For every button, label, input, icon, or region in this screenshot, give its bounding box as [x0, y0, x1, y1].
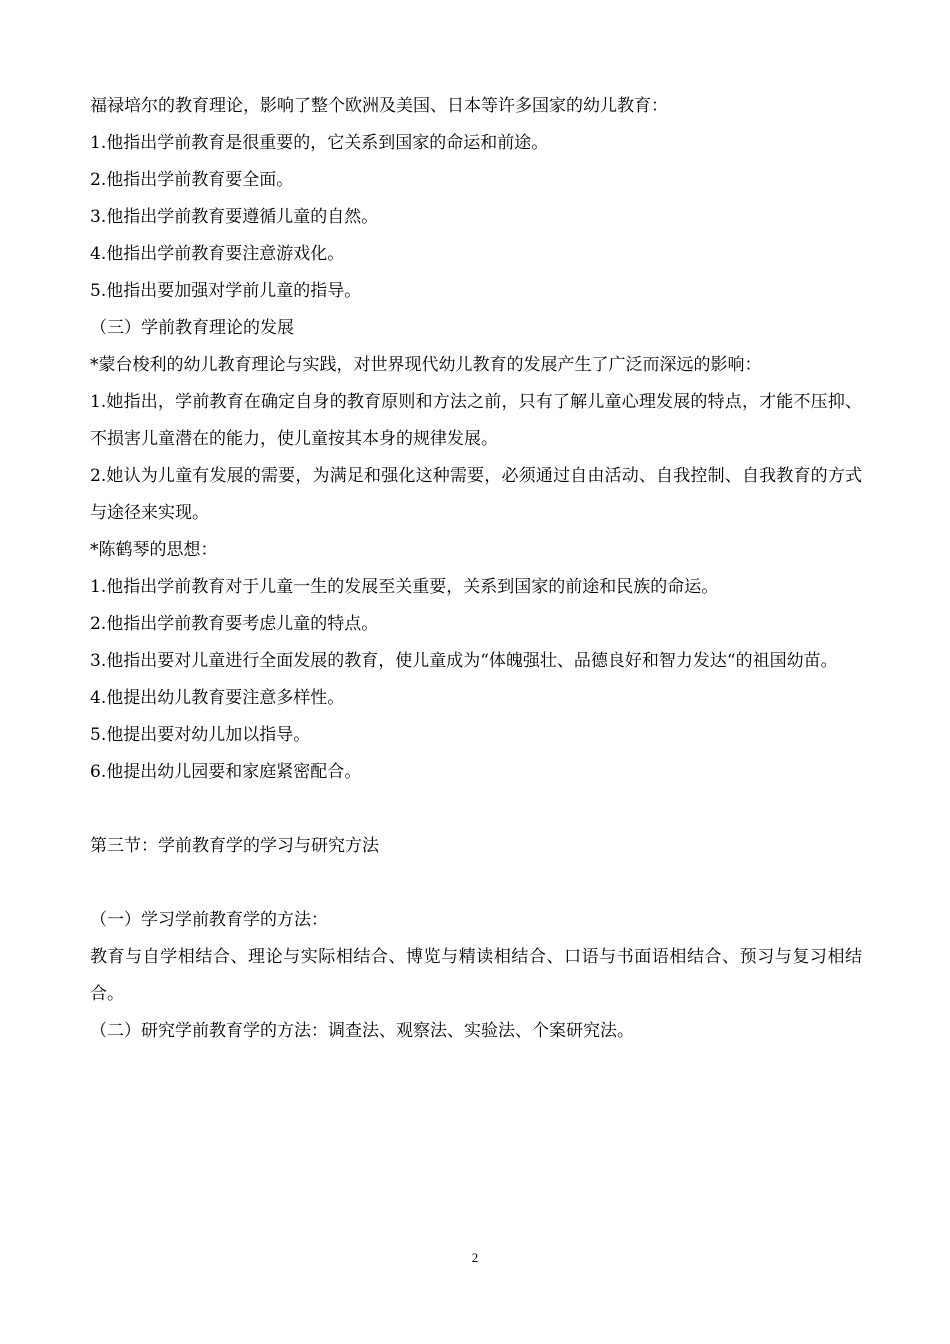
list-item-froebel-3: 3.他指出学前教育要遵循儿童的自然。: [90, 207, 379, 227]
list-item-chen-1: 1.他指出学前教育对于儿童一生的发展至关重要，关系到国家的前途和民族的命运。: [90, 577, 719, 597]
spacer: [90, 791, 862, 828]
page-number: 2: [471, 1250, 479, 1265]
document-page: [90, 88, 862, 1050]
paragraph-montessori-intro: *蒙台梭利的幼儿教育理论与实践，对世界现代幼儿教育的发展产生了广泛而深远的影响：: [90, 355, 762, 375]
list-item-froebel-5: 5.他指出要加强对学前儿童的指导。: [90, 281, 362, 301]
subheading-learning-methods: （一）学习学前教育学的方法：: [90, 910, 328, 930]
list-item-chen-4: 4.他提出幼儿教育要注意多样性。: [90, 688, 345, 708]
paragraph-learning-methods: 教育与自学相结合、理论与实际相结合、博览与精读相结合、口语与书面语相结合、预习与复习相结合。: [90, 947, 862, 1004]
list-item-froebel-2: 2.他指出学前教育要全面。: [90, 170, 294, 190]
list-item-chen-3: 3.他指出要对儿童进行全面发展的教育，使儿童成为“体魄强壮、品德良好和智力发达“的祖国幼苗。: [90, 651, 838, 671]
list-item-froebel-1: 1.他指出学前教育是很重要的，它关系到国家的命运和前途。: [90, 133, 549, 153]
list-item-chen-2: 2.他指出学前教育要考虑儿童的特点。: [90, 614, 379, 634]
paragraph-research-methods: （二）研究学前教育学的方法：调查法、观察法、实验法、个案研究法。: [90, 1021, 634, 1041]
list-item-chen-5: 5.他提出要对幼儿加以指导。: [90, 725, 311, 745]
subheading-theory-development: （三）学前教育理论的发展: [90, 318, 294, 338]
section-title: 第三节：学前教育学的学习与研究方法: [90, 836, 379, 856]
paragraph-froebel-intro: 福禄培尔的教育理论，影响了整个欧洲及美国、日本等许多国家的幼儿教育：: [90, 96, 668, 116]
list-item-montessori-1: 1.她指出，学前教育在确定自身的教育原则和方法之前，只有了解儿童心理发展的特点，才能不压抑、不损害儿童潜在的能力，使儿童按其本身的规律发展。: [90, 392, 862, 449]
spacer: [90, 865, 862, 902]
list-item-froebel-4: 4.他指出学前教育要注意游戏化。: [90, 244, 345, 264]
list-item-chen-6: 6.他提出幼儿园要和家庭紧密配合。: [90, 762, 362, 782]
list-item-montessori-2: 2.她认为儿童有发展的需要，为满足和强化这种需要，必须通过自由活动、自我控制、自我教育的方式与途径来实现。: [90, 466, 862, 523]
paragraph-chen-heqin-intro: *陈鹤琴的思想：: [90, 540, 218, 560]
